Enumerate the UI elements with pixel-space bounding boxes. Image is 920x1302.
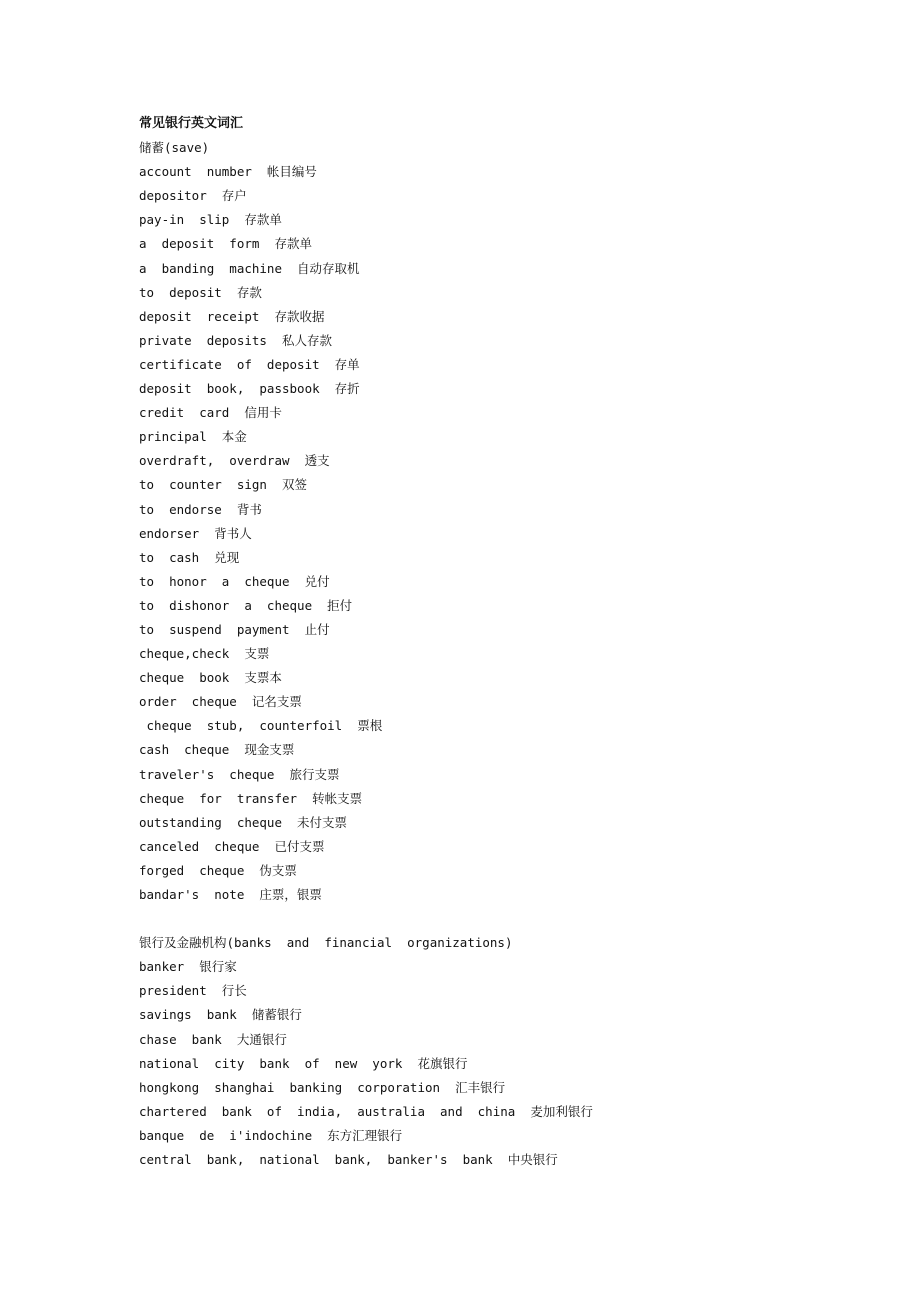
term-line: canceled cheque 已付支票 <box>139 838 325 854</box>
term-line: depositor 存户 <box>139 188 247 204</box>
term-line: cheque for transfer 转帐支票 <box>139 790 363 806</box>
section-heading-save: 储蓄(save) <box>139 140 210 156</box>
term-line: order cheque 记名支票 <box>139 694 302 710</box>
term-line: cheque,check 支票 <box>139 646 270 662</box>
term-line: savings bank 储蓄银行 <box>139 1007 302 1023</box>
term-line: private deposits 私人存款 <box>139 332 332 348</box>
document-title: 常见银行英文词汇 <box>139 116 244 131</box>
term-line: to counter sign 双签 <box>139 477 307 493</box>
document-page <box>139 112 839 1172</box>
term-line: to deposit 存款 <box>139 284 262 300</box>
term-line: cash cheque 现金支票 <box>139 742 295 758</box>
term-line: endorser 背书人 <box>139 525 252 541</box>
term-line: chase bank 大通银行 <box>139 1031 287 1047</box>
paragraph-spacer <box>139 907 839 931</box>
term-line: bandar's note 庄票，银票 <box>139 887 322 902</box>
term-line: banker 银行家 <box>139 959 237 975</box>
term-line: principal 本金 <box>139 429 247 445</box>
term-line: traveler's cheque 旅行支票 <box>139 766 340 782</box>
term-line: pay-in slip 存款单 <box>139 212 282 228</box>
term-line: deposit receipt 存款收据 <box>139 308 325 324</box>
term-line: national city bank of new york 花旗银行 <box>139 1055 468 1071</box>
term-line: to honor a cheque 兑付 <box>139 573 330 589</box>
term-line: to dishonor a cheque 拒付 <box>139 597 353 613</box>
term-line: to cash 兑现 <box>139 549 240 565</box>
term-line: certificate of deposit 存单 <box>139 356 360 372</box>
term-line: a banding machine 自动存取机 <box>139 260 360 276</box>
term-line: to suspend payment 止付 <box>139 621 330 637</box>
term-line: a deposit form 存款单 <box>139 236 312 252</box>
term-line: to endorse 背书 <box>139 501 262 517</box>
term-line: cheque stub, counterfoil 票根 <box>139 718 383 734</box>
term-line: central bank, national bank, banker's bank 中央银行 <box>139 1152 558 1168</box>
section-heading-banks: 银行及金融机构(banks and financial organizations) <box>139 935 513 951</box>
term-line: banque de i'indochine 东方汇理银行 <box>139 1127 403 1143</box>
term-line: cheque book 支票本 <box>139 670 282 686</box>
term-line: deposit book, passbook 存折 <box>139 381 360 397</box>
term-line: overdraft, overdraw 透支 <box>139 453 330 469</box>
term-line: outstanding cheque 未付支票 <box>139 814 348 830</box>
term-line: hongkong shanghai banking corporation 汇丰银行 <box>139 1079 506 1095</box>
term-line: forged cheque 伪支票 <box>139 862 297 878</box>
term-line: credit card 信用卡 <box>139 405 282 421</box>
term-line: account number 帐目编号 <box>139 164 317 180</box>
term-line: president 行长 <box>139 983 247 999</box>
term-line: chartered bank of india, australia and china 麦加利银行 <box>139 1103 593 1119</box>
